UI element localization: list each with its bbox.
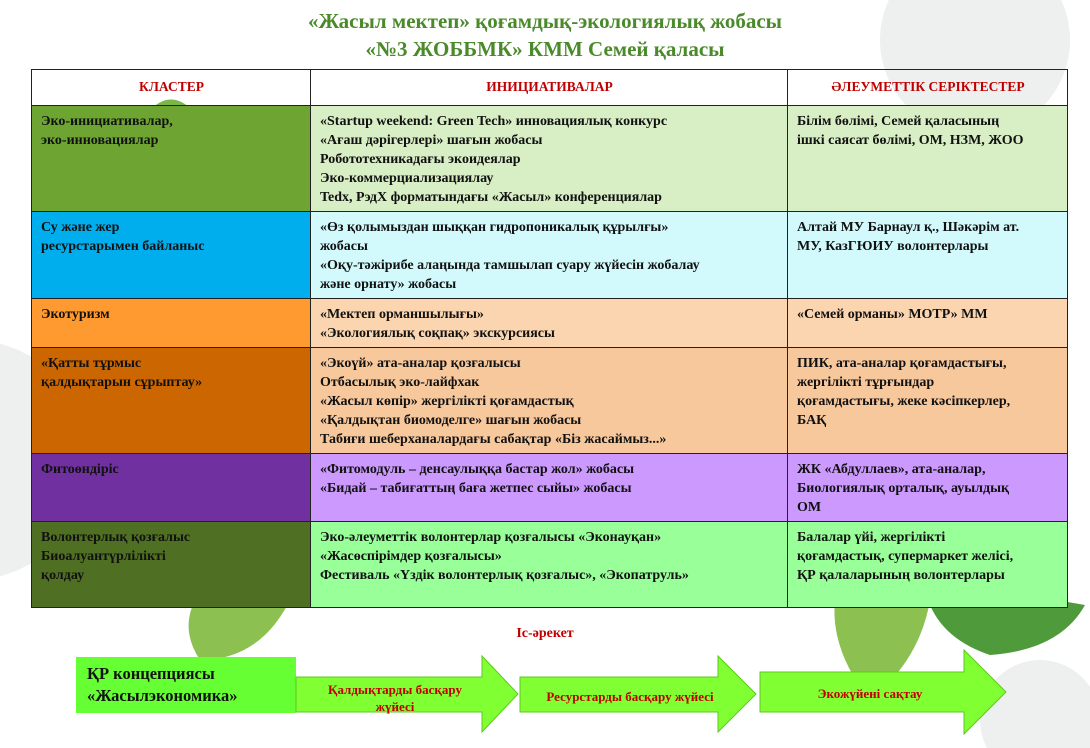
initiative-item: және орнату» жобасы: [320, 277, 457, 292]
initiative-item: «Өз қолымыздан шыққан гидропоникалық құрылғы»: [320, 220, 669, 235]
partner-line: ішкі саясат бөлімі, ОМ, НЗМ, ЖОО: [797, 133, 1024, 148]
initiative-item: «Экологиялық соқпақ» экскурсиясы: [320, 326, 555, 341]
initiative-item: «Оқу-тәжірибе алаңында тамшылап суару жүйесін жобалау: [320, 258, 700, 273]
initiative-item: Tedx, PэдX форматындағы «Жасыл» конференциялар: [320, 190, 662, 205]
cluster-line: қалдықтарын сұрыптау»: [41, 375, 203, 390]
cluster-line: «Қатты тұрмыс: [41, 356, 142, 371]
initiative-item: «Ағаш дәрігерлері» шағын жобасы: [320, 133, 543, 148]
cluster-line: Су және жер: [41, 220, 120, 235]
header-initiatives: ИНИЦИАТИВАЛАР: [311, 70, 788, 106]
flow-step-line: Ресурстарды басқару жүйесі: [546, 689, 714, 704]
initiative-item: «Startup weekend: Green Tech» инновациялық конкурс: [320, 114, 668, 129]
concept-line: «Жасылэкономика»: [87, 686, 238, 705]
initiative-item: «Жасөспірімдер қозғалысы»: [320, 549, 502, 564]
initiative-item: Отбасылық эко-лайфхак: [320, 375, 480, 390]
flow-step-line: Қалдықтарды басқару: [328, 682, 462, 697]
partner-line: жергілікті тұрғындар: [797, 375, 935, 390]
cluster-line: Биоалуантүрлілікті: [41, 549, 166, 564]
flow-step-3: [780, 685, 960, 702]
initiative-item: «Қалдықтан биомоделге» шағын жобасы: [320, 413, 582, 428]
page-title-line-1: «Жасыл мектеп» қоғамдық-экологиялық жобасы: [307, 9, 783, 33]
header-partners: ӘЛЕУМЕТТІК СЕРІКТЕСТЕР: [788, 70, 1068, 106]
partner-line: Алтай МУ Барнаул қ., Шәкәрім ат.: [797, 220, 1020, 235]
initiative-item: «Бидай – табиғаттың баға жетпес сыйы» жобасы: [320, 481, 632, 496]
partner-line: «Семей орманы» МОТР» ММ: [797, 307, 988, 322]
partner-line: Балалар үйі, жергілікті: [797, 530, 946, 545]
partner-line: Биологиялық орталық, ауылдық: [797, 481, 1010, 496]
cluster-line: Фитоөндіріс: [41, 462, 119, 477]
cluster-line: ресурстарымен байланыс: [41, 239, 205, 254]
initiative-item: Фестиваль «Үздік волонтерлық қозғалыс», «Экопатруль»: [320, 568, 689, 583]
initiative-item: «Мектеп орманшылығы»: [320, 307, 484, 322]
partner-line: ҚР қалаларының волонтерлары: [797, 568, 1005, 583]
partner-line: ЖК «Абдуллаев», ата-аналар,: [797, 462, 986, 477]
initiative-item: «Экоүй» ата-аналар қозғалысы: [320, 356, 521, 371]
page-title-line-2: «№3 ЖОББМК» КММ Семей қаласы: [365, 37, 725, 61]
cluster-line: Эко-инициативалар,: [41, 114, 173, 129]
initiative-item: «Фитомодуль – денсаулыққа бастар жол» жобасы: [320, 462, 635, 477]
cluster-line: Экотуризм: [41, 307, 110, 322]
partner-line: қоғамдастық, супермаркет желісі,: [797, 549, 1014, 564]
action-label: Іс-әрекет: [516, 626, 574, 641]
partner-line: Білім бөлімі, Семей қаласының: [797, 114, 1000, 129]
cluster-line: қолдау: [41, 568, 85, 583]
concept-line: ҚР концепциясы: [87, 664, 215, 683]
initiative-item: Эко-коммерциализациялау: [320, 171, 494, 186]
initiative-item: Эко-әлеуметтік волонтерлар қозғалысы «Эконауқан»: [320, 530, 662, 545]
flow-step-1: [310, 681, 480, 715]
flow-step-line: жүйесі: [375, 699, 415, 714]
initiative-item: Робототехникадағы экоидеялар: [320, 152, 521, 167]
cluster-line: эко-инновациялар: [41, 133, 159, 148]
flow-step-line: Экожүйені сақтау: [817, 686, 923, 701]
initiative-item: жобасы: [320, 239, 368, 254]
partner-line: БАҚ: [797, 413, 827, 428]
flow-step-2: [525, 688, 735, 705]
initiative-item: Табиғи шеберханалардағы сабақтар «Біз жасаймыз...»: [320, 432, 667, 447]
cluster-line: Волонтерлық қозғалыс: [41, 530, 191, 545]
partner-line: қоғамдастығы, жеке кәсіпкерлер,: [797, 394, 1011, 409]
partner-line: ПИК, ата-аналар қоғамдастығы,: [797, 356, 1007, 371]
header-cluster: КЛАСТЕР: [32, 70, 311, 106]
partner-line: МУ, КазГЮИУ волонтерлары: [797, 239, 989, 254]
partner-line: ОМ: [797, 500, 822, 515]
initiative-item: «Жасыл көпір» жергілікті қоғамдастық: [320, 394, 574, 409]
